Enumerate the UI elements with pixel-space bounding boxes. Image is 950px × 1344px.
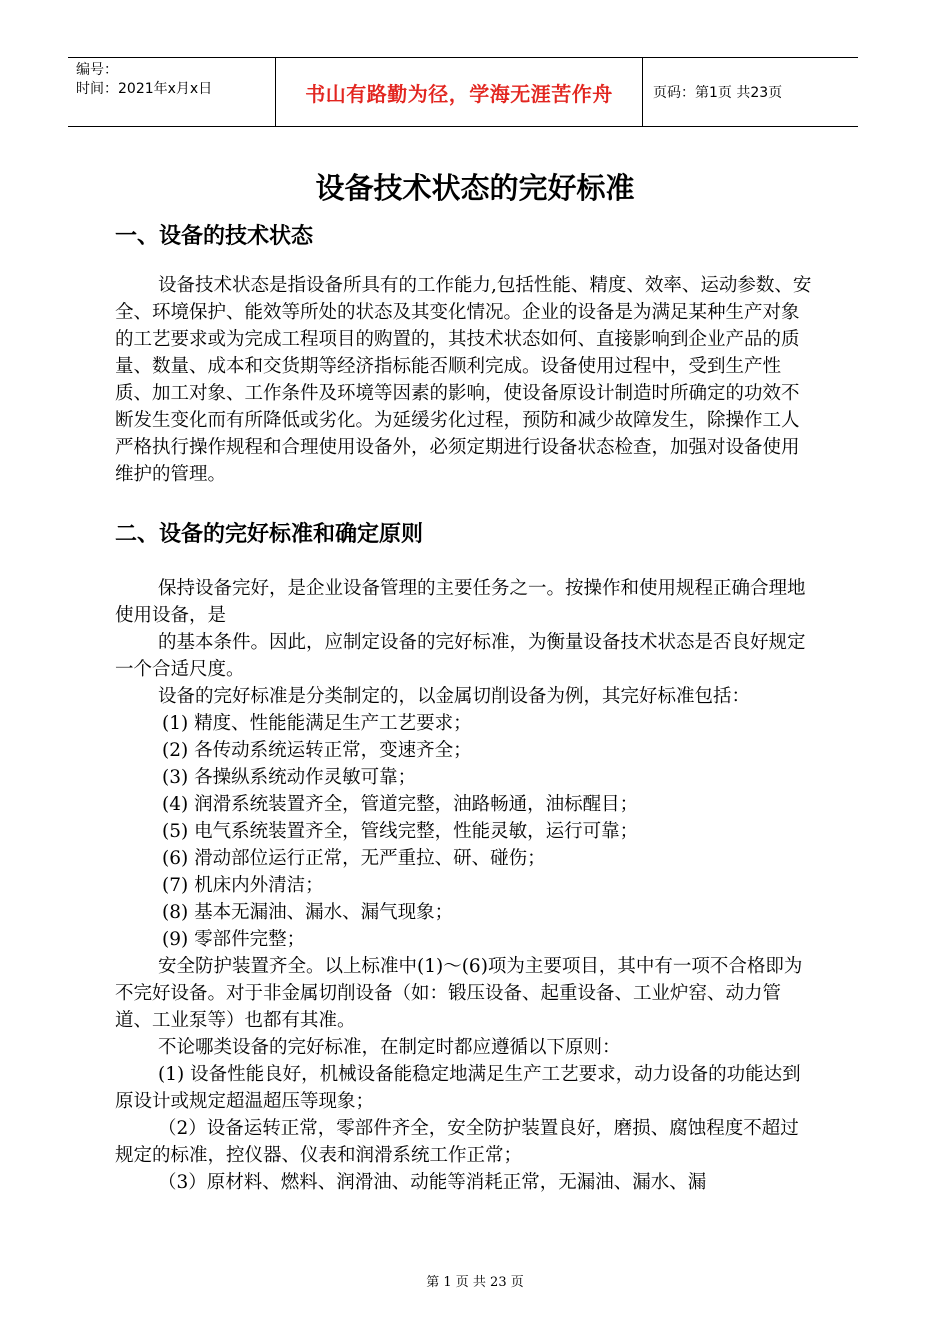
paragraph: 设备的完好标准是分类制定的，以金属切削设备为例，其完好标准包括： (158, 686, 751, 707)
paragraph: 保持设备完好，是企业设备管理的主要任务之一。按操作和使用规程正确合理地使用设备，是 (115, 578, 806, 626)
list-item: (3) 各操纵系统动作灵敏可靠； (162, 767, 417, 788)
list-item: (8) 基本无漏油、漏水、漏气现象； (162, 902, 454, 923)
paragraph: 的基本条件。因此，应制定设备的完好标准，为衡量设备技术状态是否良好规定一个合适尺度。 (115, 632, 806, 680)
document-title: 设备技术状态的完好标准 (315, 171, 635, 205)
section-1-heading: 一、设备的技术状态 (115, 224, 314, 249)
list-item: (9) 零部件完整； (162, 929, 306, 950)
list-item: (1) 精度、性能能满足生产工艺要求； (162, 713, 472, 734)
header-motto: 书山有路勤为径，学海无涯苦作舟 (276, 58, 643, 126)
list-item: (4) 润滑系统装置齐全，管道完整，油路畅通，油标醒目； (162, 794, 639, 815)
section-2-body (115, 575, 815, 1196)
section-1-paragraph: 设备技术状态是指设备所具有的工作能力,包括性能、精度、效率、运动参数、安全、环境保护、能效等所处的状态及其变化情况。企业的设备是为满足某种生产对象的工艺要求或为完成工程项目的购置的，其技术状态如何、直接影响到企业产品的质量、数量、成本和交货期等经济指标能否顺利完成。设备使用过程中，受到生产性质、加工对象、工作条件及环境等因素的影响，使设备原设计制造时所确定的功效不断发生变化而有所降低或劣化。为延缓劣化过程，预防和减少故障发生，除操作工人严格执行操作规程和合理使用设备外，必须定期进行设备状态检查，加强对设备使用维护的管理。 (115, 275, 812, 485)
paragraph: 安全防护装置齐全。以上标准中(1)～(6)项为主要项目，其中有一项不合格即为不完好设备。对于非金属切削设备（如：锻压设备、起重设备、工业炉窑、动力管道、工业泵等）也都有其准。 (115, 956, 803, 1031)
section-2-heading: 二、设备的完好标准和确定原则 (115, 522, 424, 547)
list-item: (6) 滑动部位运行正常，无严重拉、研、碰伤； (162, 848, 546, 869)
principle-item: （2）设备运转正常，零部件齐全，安全防护装置良好，磨损、腐蚀程度不超过规定的标准，控仪器、仪表和润滑系统工作正常； (115, 1118, 799, 1166)
section-1-body (115, 272, 815, 488)
time-label: 时间：2021年x月x日 (76, 81, 213, 97)
principle-item: (1) 设备性能良好，机械设备能稳定地满足生产工艺要求，动力设备的功能达到原设计或规定超温超压等现象； (115, 1064, 801, 1112)
paragraph: 不论哪类设备的完好标准，在制定时都应遵循以下原则： (158, 1037, 621, 1058)
header-meta (68, 58, 276, 126)
page-footer: 第 1 页 共 23 页 (426, 1275, 524, 1290)
principle-item: （3）原材料、燃料、润滑油、动能等消耗正常，无漏油、漏水、漏 (158, 1172, 707, 1193)
header-page-label: 页码：第1页 共23页 (653, 85, 783, 101)
list-item: (5) 电气系统装置齐全，管线完整，性能灵敏，运行可靠； (162, 821, 639, 842)
number-label: 编号： (76, 62, 118, 78)
list-item: (2) 各传动系统运转正常，变速齐全； (162, 740, 472, 761)
list-item: (7) 机床内外清洁； (162, 875, 324, 896)
page-header (68, 57, 858, 127)
